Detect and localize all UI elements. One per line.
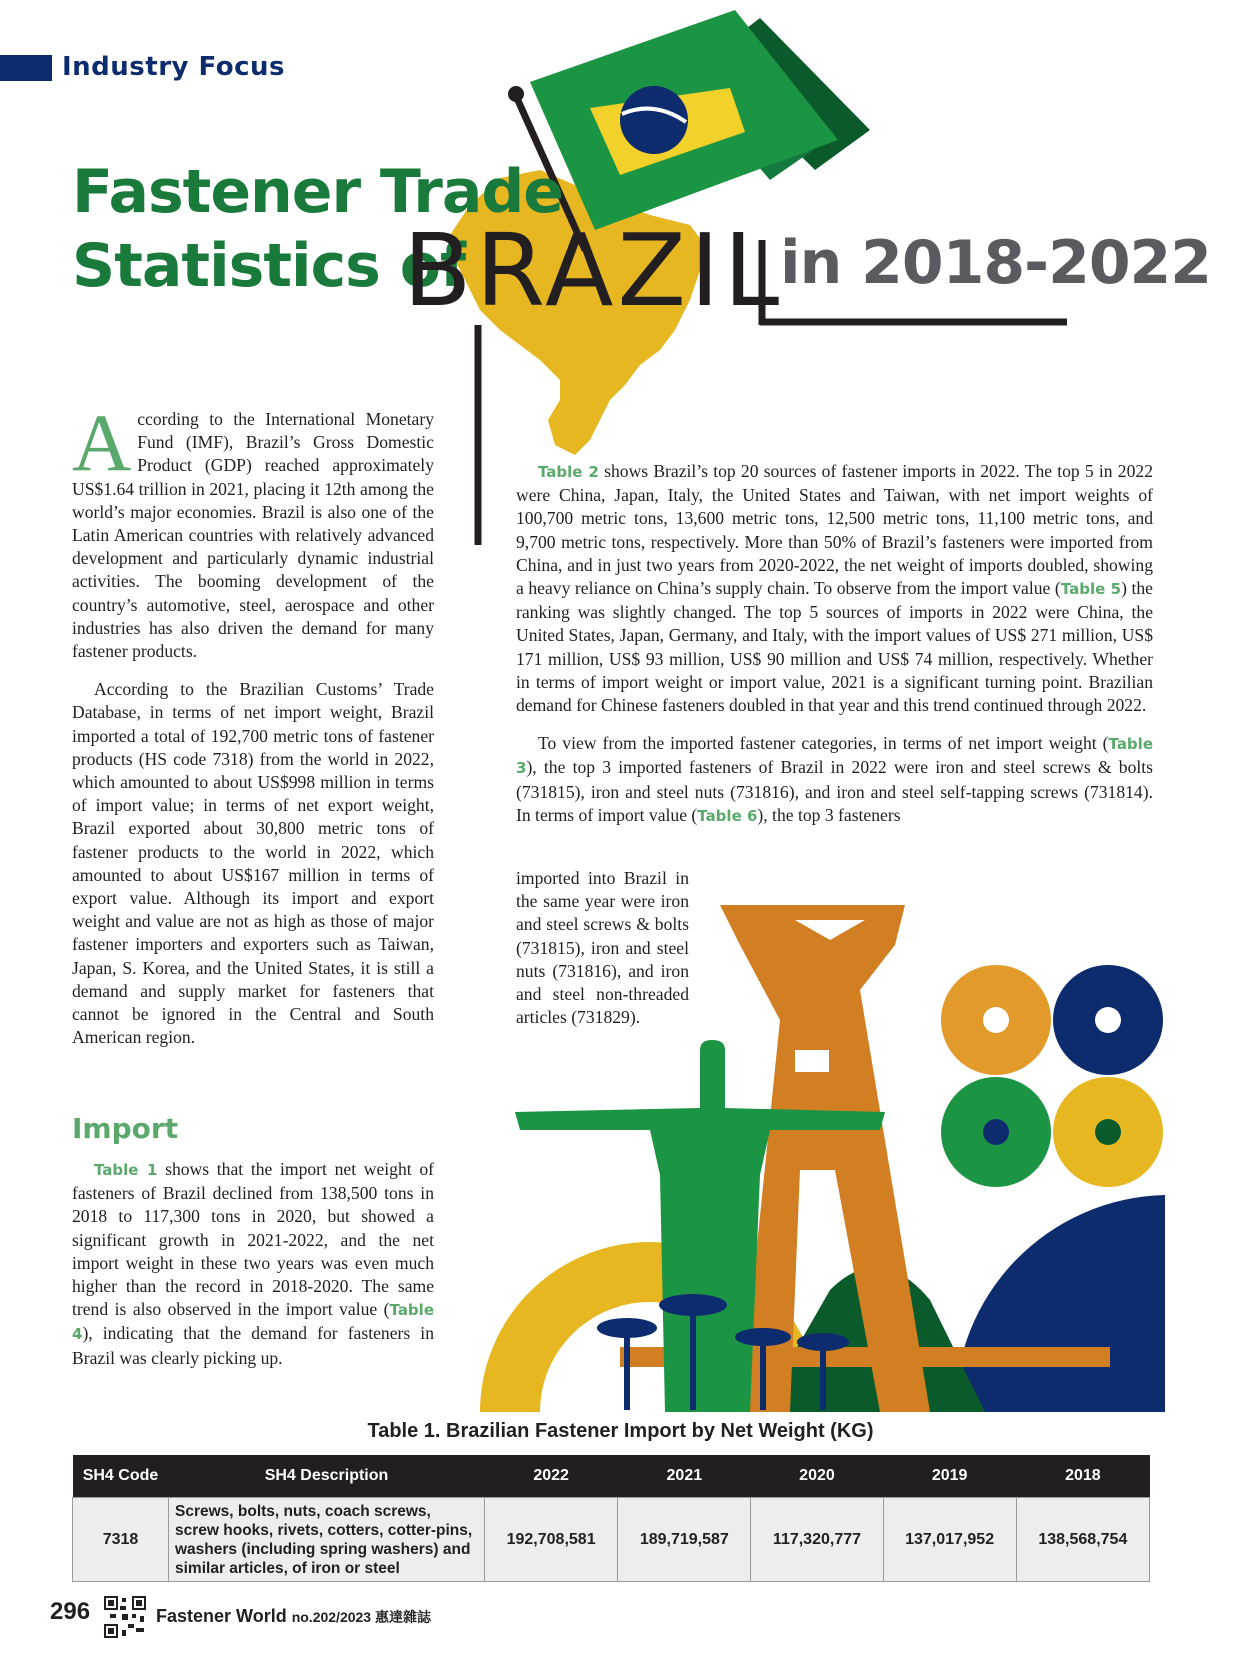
magazine-name: Fastener World [156,1606,292,1626]
cell-2022: 192,708,581 [485,1498,618,1582]
table-6-link[interactable]: Table 6 [697,806,758,825]
header-2021: 2021 [618,1455,751,1498]
header-2019: 2019 [883,1455,1016,1498]
table-1 [72,1455,1150,1582]
import-text-b: ), indicating that the demand for fasteners in Brazil was clearly picking up. [72,1323,434,1368]
header-sh4-code: SH4 Code [73,1455,169,1498]
header-sh4-description: SH4 Description [169,1455,485,1498]
table-row [73,1498,1150,1582]
intro-paragraph-2: According to the Brazilian Customs’ Trade Database, in terms of net import weight, Brazil imported a total of 192,700 metric tons of fastener products (HS code 7318) from the world in 2022, which amounted to about US$998 million in terms of import value; in terms of net export weight, Brazil exported about 30,800 metric tons of fastener products to the world in 2022, which amounted to about US$167 million in terms of export value. Although its import and export weight and value are not as high as those of major fastener importers and exporters such as Taiwan, Japan, S. Korea, and the United States, it is still a demand and supply market for fasteners that cannot be ignored in the Central and South American region. [72,679,434,1048]
title-country: BRAZIL [403,212,784,329]
header-2022: 2022 [485,1455,618,1498]
cell-2018: 138,568,754 [1016,1498,1149,1582]
title-line-2: Statistics of [72,231,466,301]
table-2-link[interactable]: Table 2 [538,463,599,481]
table-3-link[interactable]: Table 3 [516,735,1153,778]
import-heading: Import [72,1112,179,1145]
cell-code: 7318 [73,1498,169,1582]
intro-paragraph-1-text: ccording to the International Monetary Fund (IMF), Brazil’s Gross Domestic Product (GDP) reached approximately US$1.64 trillion in 2021, placing it 12th among the world’s major economies. Brazil is also one of the Latin American countries with relatively advanced development and particularly dynamic industrial activities. The booming development of the country’s automotive, steel, aerospace and other industries has also driven the demand for many fastener products. [72,409,434,662]
import-paragraph [72,1158,434,1370]
magazine-issue: no.202/2023 惠達雜誌 [291,1609,431,1625]
cell-description: Screws, bolts, nuts, coach screws, screw hooks, rivets, cotters, cotter-pins, washers (including spring washers) and similar articles, of iron or steel [169,1498,485,1582]
right-p1-text-b: ) the ranking was slightly changed. The top 5 sources of imports in 2022 were China, the United States, Japan, Germany, and Italy, with the import values of US$ 271 million, US$ 171 million, US$ 93 million, US$ 90 million and US$ 74 million, respectively. Whether in terms of import weight or import value, 2021 is a significant turning point. Brazilian demand for Chinese fasteners doubled in that year and this trend continued through 2022. [516,578,1153,716]
footer-magazine [156,1606,431,1627]
right-p2-text-a: To view from the imported fastener categories, in terms of net import weight ( [538,733,1109,754]
import-text-a: shows that the import net weight of fasteners of Brazil declined from 138,500 tons in 2018 to 117,300 tons in 2020, but showed a significant growth in 2021-2022, and the net import weight in these two years was even much higher than the record in 2018-2020. The same trend is also observed in the import value ( [72,1159,434,1320]
table-1-link[interactable]: Table 1 [94,1161,158,1179]
intro-paragraph-1 [72,397,434,663]
table-1-title: Table 1. Brazilian Fastener Import by Net Weight (KG) [367,1420,874,1442]
right-column [516,460,1153,843]
cell-2021: 189,719,587 [618,1498,751,1582]
table-header-row [73,1455,1150,1498]
table-4-link[interactable]: Table 4 [72,1301,434,1344]
section-label: Industry Focus [62,52,285,82]
cell-2019: 137,017,952 [883,1498,1016,1582]
right-paragraph-2-continued: imported into Brazil in the same year were iron and steel screws & bolts (731815), iron and steel nuts (731816), and iron and steel non-threaded articles (731829). [516,868,689,1028]
intro-column [72,397,434,1064]
cell-2020: 117,320,777 [751,1498,883,1582]
right-paragraph-1 [516,460,1153,717]
qr-code-icon[interactable] [104,1596,146,1638]
right-p2-text-c: ), the top 3 fasteners [757,804,901,825]
right-p2-text-b: ), the top 3 imported fasteners of Brazil in 2022 were iron and steel screws & bolts (731815), iron and steel nuts (731816), and iron and steel self-tapping screws (731814). In terms of import value ( [516,757,1153,825]
right-p1-text-a: shows Brazil’s top 20 sources of fastener imports in 2022. The top 5 in 2022 were China, Japan, Italy, the United States and Taiwan, with net import weights of 100,700 metric tons, 13,600 metric tons, 12,500 metric tons, 11,100 metric tons, and 9,700 metric tons, respectively. More than 50% of Brazil’s fasteners were imported from China, and in just two years from 2020-2022, the net weight of imports doubled, showing a heavy reliance on China’s supply chain. To observe from the import value ( [516,461,1153,599]
right-narrow-column [516,867,689,1044]
title-line-1: Fastener Trade [72,157,563,227]
right-paragraph-2 [516,732,1153,828]
drop-cap: A [72,397,132,488]
page-number: 296 [50,1598,91,1625]
table-5-link[interactable]: Table 5 [1060,580,1122,599]
import-column [72,1158,434,1385]
header-2020: 2020 [751,1455,883,1498]
header-2018: 2018 [1016,1455,1149,1498]
title-years: in 2018-2022 [780,228,1212,298]
